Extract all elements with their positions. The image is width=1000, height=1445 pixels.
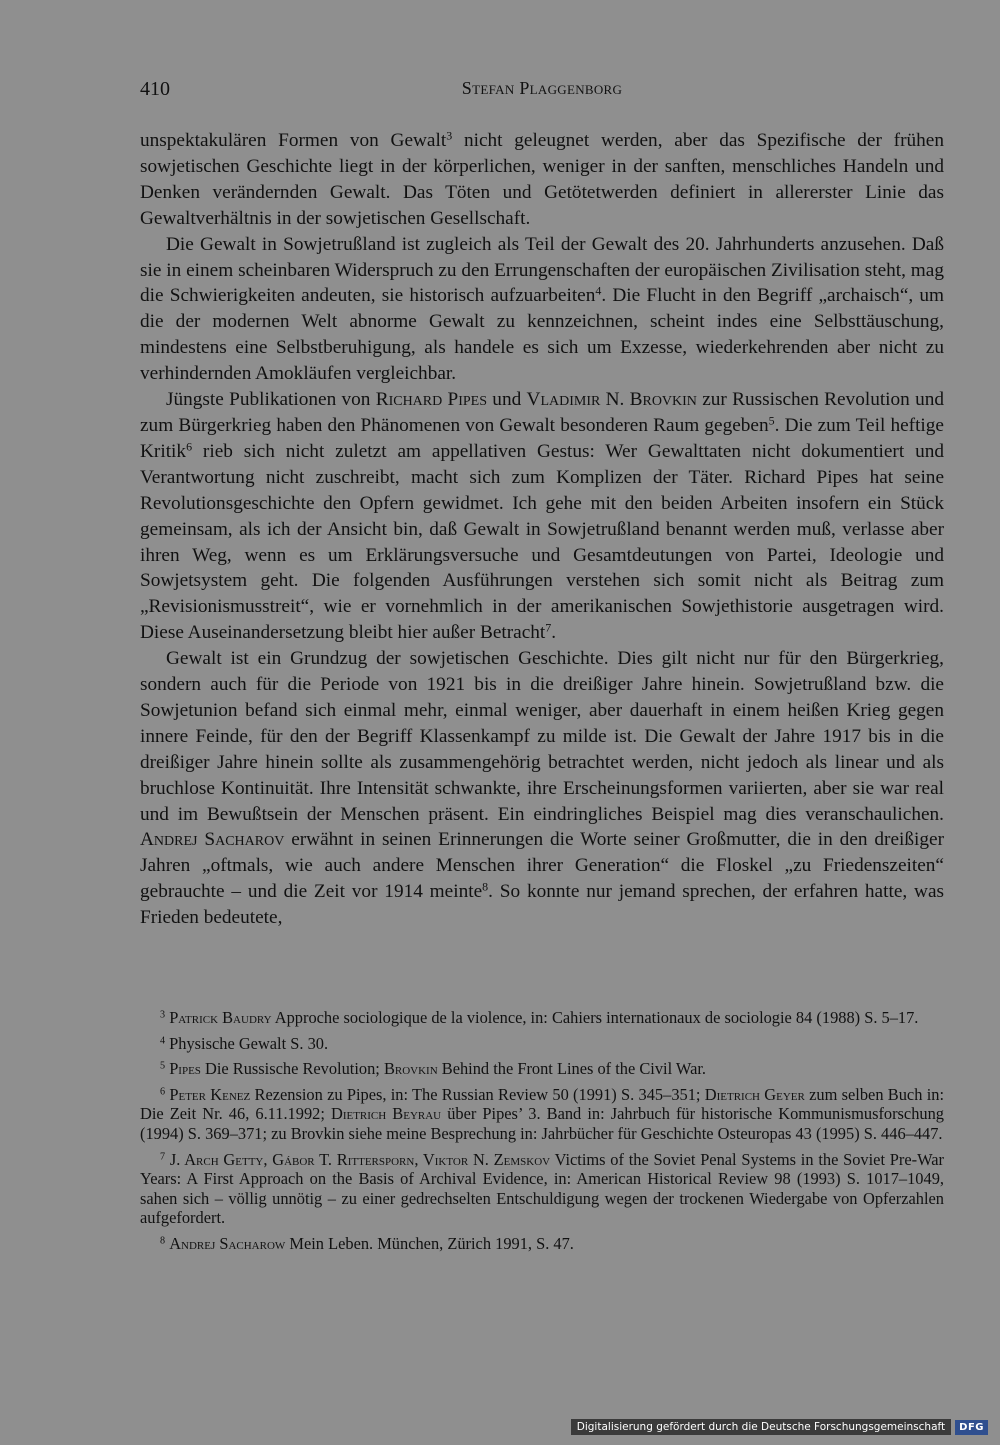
paragraph [140,128,944,232]
text: Die Gewalt in Sowjetrußland ist zugleich als Teil der Gewalt des 20. Jahrhunderts anzusehen. Daß sie in einem scheinbaren Widerspruch zu den Errungenschaften der europäischen Zivilisation steht, mag die Schwierigkeiten andeuten, sie historisch aufzuarbeiten [140,233,944,307]
author-name: Richard Pipes [375,389,488,411]
footnote [140,1059,944,1079]
footnote-number: 5 [160,1060,166,1072]
text: . So konnte nur jemand sprechen, der erfahren hatte, was Frieden bedeutete, [140,881,945,929]
page-number: 410 [140,78,170,100]
running-head-author: Stefan Plaggenborg [461,78,623,98]
author-name: Patrick Baudry [169,1008,272,1027]
footnote-number: 4 [160,1035,166,1047]
text: Die Russische Revolution; [200,1059,384,1079]
text: Gewalt ist ein Grundzug der sowjetischen Geschichte. Dies gilt nicht nur für den Bürgerkrieg, sondern auch für die Periode von 1921 bis in die dreißiger Jahre hinein. Sowjetrußland bzw. die Sowjetunion befand sich einmal mehr, einmal weniger, aber dauerhaft in einem heißen Krieg gegen innere Feinde, für den der Begriff Klassenkampf zu milde ist. Die Gewalt der Jahre 1917 bis in die dreißiger Jahre hinein sollte als zusammengehörig betrachtet werden, nicht jedoch als linear und als bruchlose Kontinuität. Ihre Intensität schwankte, ihre Erscheinungsformen variierten, aber sie war real und im Bewußtsein der Menschen präsent. Ein eindringliches Beispiel mag dies veranschaulichen. [140,648,944,825]
digitization-notice-bar [571,1417,988,1437]
text: rieb sich nicht zuletzt am appellativen Gestus: Wer Gewalttaten nicht dokumentiert und Verantwortung nicht zuschreibt, macht sich zum Komplizen der Täter. Richard Pipes hat seine Revolutionsgeschichte den Opfern gewidmet. Ich gehe mit den beiden Arbeiten insofern ein Stück gemeinsam, als ich der Ansicht bin, daß Gewalt in Sowjetrußland benannt werden muß, verlasse aber ihren Weg, wenn es um Erklärungsversuche und Gesamtdeutungen von Partei, Ideologie und Sowjetsystem geht. Die folgenden Ausführungen verstehen sich somit nicht als Beitrag zum „Revisionismusstreit“, wie er vornehmlich in der amerikanischen Sowjethistorie ausgetragen wird. Diese Auseinandersetzung bleibt hier außer Betracht [140,440,944,644]
text: . Die zum Teil heftige Kritik [140,414,944,462]
author-name: Dietrich Geyer [704,1084,805,1104]
text: unspektakulären Formen von Gewalt [140,130,447,151]
text: zum selben Buch in: Die Zeit Nr. 46, 6.11.1992; [140,1084,944,1124]
text: Rezension zu Pipes, in: The Russian Review 50 (1991) S. 345–351; [250,1084,705,1104]
footnote-number: 6 [160,1086,166,1098]
footnote [140,1234,944,1254]
author-name: Pipes [169,1059,201,1079]
author-name: J. Arch Getty, Gábor T. Rittersporn, Viktor N. Zemskov [169,1149,551,1169]
author-name: Dietrich Beyrau [330,1104,442,1124]
footnote-ref: 4 [595,283,602,298]
page-header [140,78,944,106]
text: . [551,622,557,644]
footnote [140,1150,944,1228]
text: . Die Flucht in den Begriff „archaisch“, um die der modernen Welt abnorme Gewalt zu kennzeichnen, scheint indes eine Selbsttäuschung, mindestens eine Selbstberuhigung, als handele es sich um Exzesse, wiederkehrenden aber nicht zu verhindernden Amokläufen vergleichbar. [140,285,944,385]
text: nicht geleugnet werden, aber das Spezifische der frühen sowjetischen Geschichte liegt in der körperlichen, weniger in der sanften, menschliches Handeln und Denken verändernden Gewalt. Das Töten und Getötetwerden definiert in allererster Linie das Gewaltverhältnis in der sowjetischen Gesellschaft. [140,130,944,229]
text: Approche sociologique de la violence, in: Cahiers internationaux de sociologie 84 (1988) S. 5–17. [271,1008,919,1027]
text: Victims of the Soviet Penal Systems in the Soviet Pre-War Years: A First Approach on the Basis of Archival Evidence, in: American Historical Review 98 (1993) S. 1017–1049, sahen sich – völlig unnötig – zu einer gedrechselten Entschuldigung wegen der trockenen Wiedergabe von Opferzahlen aufgefordert. [140,1149,944,1228]
text: über Pipes’ 3. Band in: Jahrbuch für historische Kommunismusforschung (1994) S. 369–371; zu Brovkin siehe meine Besprechung in: Jahrbücher für Geschichte Osteuropas 43 (1995) S. 446–447. [140,1104,944,1143]
author-name: Vladimir N. Brovkin [526,389,697,411]
footnotes [140,1008,944,1260]
dfg-logo: DFG [955,1420,988,1435]
footnote-ref: 7 [545,620,552,635]
footnote-ref: 8 [482,879,489,894]
paragraph [140,646,944,931]
footnote-ref: 3 [446,128,453,143]
author-name: Andrej Sacharow [169,1233,286,1253]
funding-notice: Digitalisierung gefördert durch die Deutsche Forschungsgemeinschaft [571,1419,951,1435]
paragraph [140,232,944,387]
text: Jüngste Publikationen von [166,389,376,411]
footnote [140,1034,944,1054]
footnote-ref: 5 [768,413,775,428]
author-name: Brovkin [383,1059,438,1079]
footnote-number: 8 [160,1235,166,1247]
footnote-ref: 6 [186,439,193,454]
footnote [140,1008,944,1028]
text: erwähnt in seinen Erinnerungen die Worte seiner Großmutter, die in den dreißiger Jahren „oftmals, wie auch andere Menschen ihrer Generation“ die Floskel „zu Friedenszeiten“ gebrauchte – und die Zeit vor 1914 meinte [140,829,944,903]
text: Behind the Front Lines of the Civil War. [437,1059,707,1079]
text: zur Russischen Revolution und zum Bürgerkrieg haben den Phänomenen von Gewalt besonderen Raum gegeben [140,389,945,436]
text: Physische Gewalt S. 30. [165,1033,329,1053]
author-name: Peter Kenez [169,1084,251,1104]
main-text [140,128,944,931]
footnote-number: 3 [160,1009,166,1021]
text: und [487,389,527,411]
footnote [140,1085,944,1144]
author-name: Andrej Sacharov [140,829,285,851]
paragraph [140,387,944,646]
text: Mein Leben. München, Zürich 1991, S. 47. [285,1233,574,1253]
footnote-number: 7 [160,1150,166,1162]
